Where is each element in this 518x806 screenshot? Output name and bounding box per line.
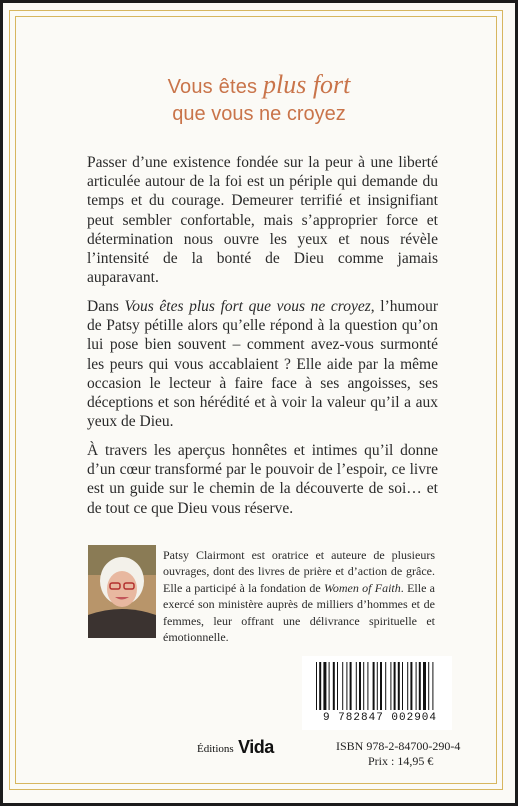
barcode-bar bbox=[423, 662, 426, 710]
barcode-bar bbox=[356, 662, 357, 710]
barcode-bar bbox=[346, 662, 347, 710]
barcode-bar bbox=[367, 662, 368, 710]
barcode-bar bbox=[337, 662, 338, 710]
barcode-bar bbox=[394, 662, 396, 710]
barcode-bar bbox=[319, 662, 321, 710]
publisher-logo bbox=[197, 737, 274, 758]
barcode-bar bbox=[359, 662, 361, 710]
barcode-bar bbox=[323, 662, 326, 710]
title-text: Vous êtes bbox=[167, 76, 263, 98]
barcode-bar bbox=[377, 662, 378, 710]
bio-text-end: . Elle a exercé son ministère auprès de milliers d’hommes et de femmes, leur offrant une délivrance spirituelle et émotionnelle. bbox=[163, 580, 436, 645]
description-paragraph-3: À travers les aperçus honnêtes et intimes qu’il donne d’un cœur transformé par le pouvoir de l’espoir, ce livre est un guide sur le chemin de la découverte de soi… et de tout ce que Dieu vous réserve. bbox=[87, 442, 438, 517]
bio-organization: Women of Faith bbox=[323, 580, 401, 595]
bio-text-start: Patsy Clairmont est oratrice et auteure de plusieurs ouvrages, dont des livres de prière et d’action de grâce. Elle a participé à la fondation de bbox=[163, 548, 435, 595]
p2-book-title: Vous êtes plus fort que vous ne croyez bbox=[124, 298, 371, 315]
title-emphasis: plus fort bbox=[262, 70, 351, 99]
barcode-bar bbox=[428, 662, 429, 710]
book-title-line-2: que vous ne croyez bbox=[172, 103, 346, 125]
barcode-bar bbox=[342, 662, 343, 710]
barcode-bar bbox=[316, 662, 317, 710]
barcode-digits: 9 782847 002904 bbox=[322, 712, 438, 724]
author-bio bbox=[163, 547, 435, 645]
publisher-prefix: Éditions bbox=[197, 743, 234, 755]
barcode-bar bbox=[350, 662, 352, 710]
book-title-line-1 bbox=[0, 70, 518, 100]
p2-text-start: Dans bbox=[87, 298, 125, 315]
barcode-bar bbox=[419, 662, 421, 710]
barcode-bar bbox=[432, 662, 433, 710]
publisher-name: Vida bbox=[238, 737, 274, 757]
barcode-bar bbox=[363, 662, 364, 710]
barcode-bar bbox=[329, 662, 330, 710]
barcode-bar bbox=[390, 662, 391, 710]
description-paragraph-1: Passer d’une existence fondée sur la peur à une liberté articulée autour de la foi est un périple qui demande du temps et du courage. Demeurer terrifié et insignifiant peut sembler confortable, mais s’approprier force et détermination nous ouvre les yeux et nous révèle l’intensité de la bonté de Dieu comme jamais auparavant. bbox=[87, 154, 438, 287]
barcode-bars bbox=[302, 656, 452, 712]
author-photo bbox=[88, 545, 156, 638]
barcode-bar bbox=[407, 662, 408, 710]
p2-text-end: , l’humour de Patsy pétille alors qu’elle répond à la question qu’on lui pose bien souvent – comment avez-vous surmonté les peurs qui vous accablaient ? Elle aide par la même occasion le lecteur à faire face à ses angoisses, ses déceptions et son hérédité et à voir la valeur qu’il a aux yeux de Dieu. bbox=[87, 298, 438, 431]
barcode-bar bbox=[410, 662, 412, 710]
barcode-bar bbox=[373, 662, 375, 710]
barcode-bar bbox=[416, 662, 417, 710]
description-paragraph-2 bbox=[87, 297, 438, 431]
barcode-bar bbox=[333, 662, 335, 710]
barcode-bar bbox=[380, 662, 382, 710]
isbn: ISBN 978-2-84700-290-4 bbox=[336, 739, 461, 753]
barcode-bar bbox=[398, 662, 400, 710]
barcode-bar bbox=[385, 662, 386, 710]
barcode-bar bbox=[402, 662, 403, 710]
price: Prix : 14,95 € bbox=[368, 754, 434, 768]
